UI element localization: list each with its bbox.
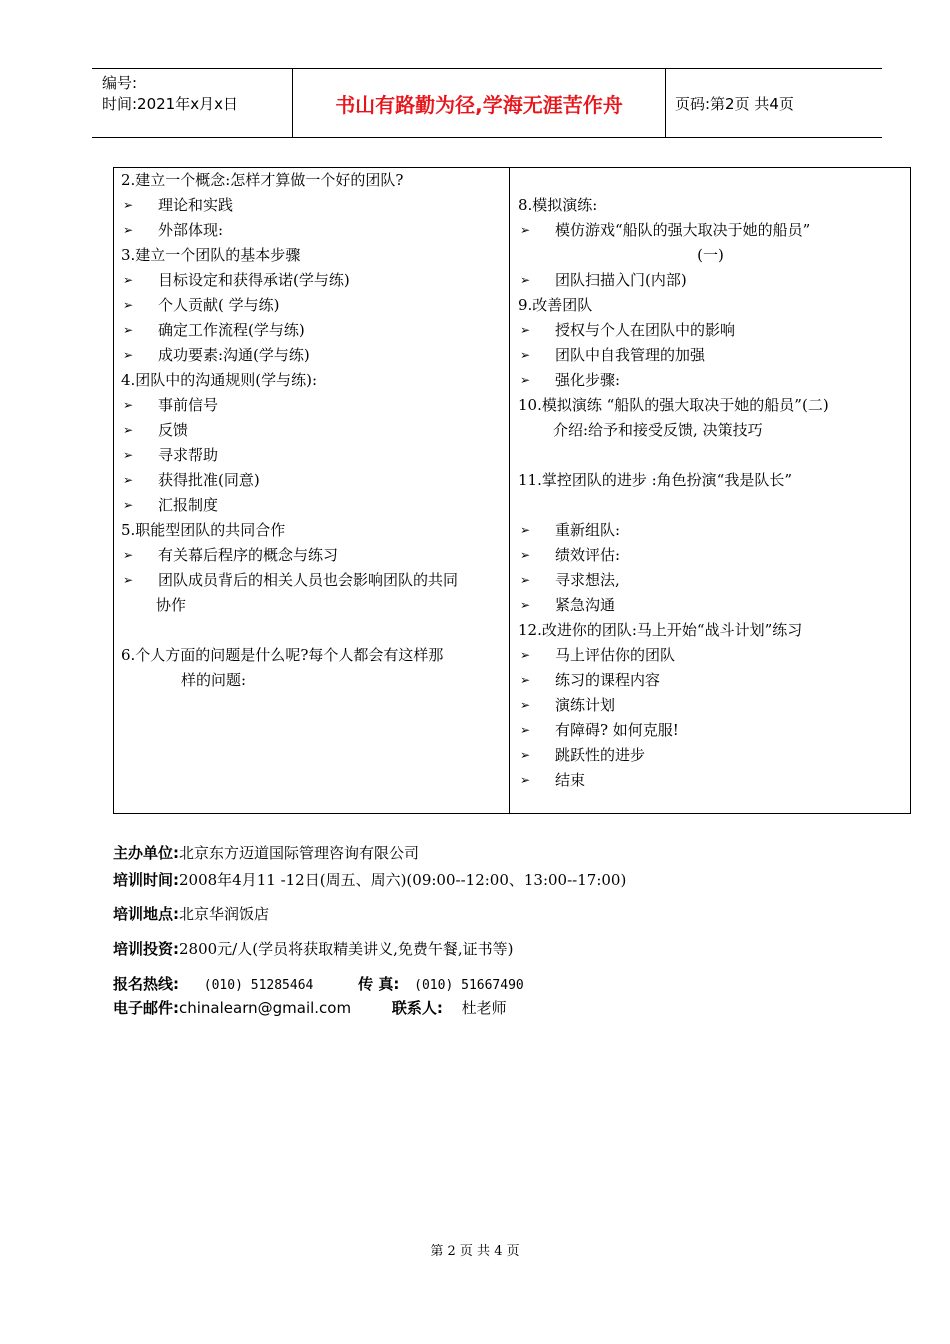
arrow-bullet-icon: ➢ — [123, 448, 134, 462]
outline-bullet-item — [121, 468, 503, 493]
outline-continuation — [121, 593, 503, 618]
outline-bullet-item — [121, 568, 503, 593]
arrow-bullet-icon: ➢ — [520, 273, 531, 287]
section-heading-text: 3.建立一个团队的基本步骤 — [121, 246, 301, 264]
outline-item-text: (一) — [697, 246, 724, 264]
outline-bullet-item — [121, 393, 503, 418]
outline-item-text: 目标设定和获得承诺(学与练) — [158, 271, 350, 289]
outline-item-text: 练习的课程内容 — [555, 671, 661, 689]
email-label: 电子邮件: — [113, 999, 179, 1017]
header-motto: 书山有路勤为径,学海无涯苦作舟 — [335, 92, 623, 117]
arrow-bullet-icon: ➢ — [123, 498, 134, 512]
outline-item-text: 跳跃性的进步 — [555, 746, 646, 764]
outline-item-text: 团队中自我管理的加强 — [555, 346, 706, 364]
outline-bullet-item — [121, 218, 503, 243]
section-heading-text: 5.职能型团队的共同合作 — [121, 521, 286, 539]
outline-bullet-item — [518, 218, 903, 243]
outline-bullet-item — [121, 418, 503, 443]
outline-bullet-item — [518, 268, 903, 293]
time-label: 培训时间: — [113, 871, 179, 889]
place-value: 北京华润饭店 — [179, 905, 270, 923]
outline-item-text: 成功要素:沟通(学与练) — [158, 346, 310, 364]
organizer-value: 北京东方迈道国际管理咨询有限公司 — [179, 844, 420, 862]
outline-item-text: 有关幕后程序的概念与练习 — [158, 546, 339, 564]
outline-section-heading — [121, 243, 503, 268]
hotline-line — [113, 973, 524, 994]
organizer-line — [113, 842, 419, 863]
arrow-bullet-icon: ➢ — [520, 573, 531, 587]
outline-section-heading — [121, 643, 503, 668]
outline-bullet-item — [121, 193, 503, 218]
arrow-bullet-icon: ➢ — [520, 348, 531, 362]
outline-bullet-item — [518, 368, 903, 393]
header-meta — [102, 73, 292, 115]
fee-value: 2800元/人(学员将获取精美讲义,免费午餐,证书等) — [179, 940, 514, 958]
arrow-bullet-icon: ➢ — [520, 748, 531, 762]
section-heading-text: 12.改进你的团队:马上开始“战斗计划”练习 — [518, 621, 803, 639]
fax-label: 传 真: — [358, 975, 400, 993]
fee-line — [113, 938, 513, 959]
outline-item-text: 绩效评估: — [555, 546, 621, 564]
outline-item-text: 马上评估你的团队 — [555, 646, 676, 664]
organizer-label: 主办单位: — [113, 844, 179, 862]
outline-section-heading — [518, 193, 903, 218]
outline-section-heading — [121, 518, 503, 543]
outline-bullet-item — [518, 668, 903, 693]
outline-item-text: 样的问题: — [181, 671, 247, 689]
section-heading-text: 8.模拟演练: — [518, 196, 598, 214]
outline-bullet-item — [121, 318, 503, 343]
outline-bullet-item — [518, 543, 903, 568]
outline-bullet-item — [121, 543, 503, 568]
outline-item-text: 介绍:给予和接受反馈, 决策技巧 — [553, 421, 763, 439]
arrow-bullet-icon: ➢ — [520, 598, 531, 612]
outline-item-text: 紧急沟通 — [555, 596, 616, 614]
outline-continuation — [121, 668, 503, 693]
arrow-bullet-icon: ➢ — [520, 648, 531, 662]
outline-item-text: 汇报制度 — [158, 496, 219, 514]
arrow-bullet-icon: ➢ — [123, 473, 134, 487]
contact-label: 联系人: — [391, 999, 443, 1017]
outline-bullet-item — [518, 593, 903, 618]
outline-bullet-item — [518, 768, 903, 793]
outline-bullet-item — [518, 318, 903, 343]
arrow-bullet-icon: ➢ — [520, 223, 531, 237]
outline-item-text: 强化步骤: — [555, 371, 621, 389]
section-heading-text: 9.改善团队 — [518, 296, 593, 314]
outline-item-text: 重新组队: — [555, 521, 621, 539]
fax-value: (010) 51667490 — [414, 978, 524, 993]
arrow-bullet-icon: ➢ — [123, 423, 134, 437]
place-line — [113, 903, 269, 924]
outline-section-heading — [518, 293, 903, 318]
outline-item-text: 团队扫描入门(内部) — [555, 271, 687, 289]
header-page-info: 页码:第2页 共4页 — [675, 94, 794, 113]
arrow-bullet-icon: ➢ — [123, 323, 134, 337]
outline-item-text: 事前信号 — [158, 396, 219, 414]
page-header — [92, 68, 882, 138]
place-label: 培训地点: — [113, 905, 179, 923]
arrow-bullet-icon: ➢ — [520, 698, 531, 712]
email-link[interactable]: chinalearn@gmail.com — [179, 999, 352, 1017]
page-footer: 第 2 页 共 4 页 — [430, 1244, 520, 1259]
arrow-bullet-icon: ➢ — [123, 273, 134, 287]
number-label: 编号: — [102, 74, 138, 92]
outline-item-text: 寻求帮助 — [158, 446, 219, 464]
column-divider — [509, 168, 510, 813]
outline-item-text: 个人贡献( 学与练) — [158, 296, 280, 314]
outline-item-text: 外部体现: — [158, 221, 224, 239]
outline-item-text: 授权与个人在团队中的影响 — [555, 321, 736, 339]
arrow-bullet-icon: ➢ — [123, 573, 134, 587]
email-line — [113, 997, 507, 1018]
outline-section-heading — [518, 393, 903, 418]
outline-bullet-item — [518, 643, 903, 668]
outline-continuation — [518, 243, 903, 268]
blank-line — [518, 493, 903, 518]
fee-label: 培训投资: — [113, 940, 179, 958]
outline-bullet-item — [121, 293, 503, 318]
hotline-label: 报名热线: — [113, 975, 179, 993]
outline-item-text: 寻求想法, — [555, 571, 620, 589]
arrow-bullet-icon: ➢ — [123, 548, 134, 562]
outline-bullet-item — [518, 343, 903, 368]
section-heading-text: 11.掌控团队的进步 :角色扮演“我是队长” — [518, 471, 793, 489]
outline-bullet-item — [518, 743, 903, 768]
course-outline-table — [113, 167, 911, 814]
outline-item-text: 有障碍? 如何克服! — [555, 721, 679, 739]
outline-section-heading — [121, 168, 503, 193]
outline-item-text: 反馈 — [158, 421, 189, 439]
blank-line — [518, 443, 903, 468]
outline-bullet-item — [518, 693, 903, 718]
arrow-bullet-icon: ➢ — [123, 223, 134, 237]
section-heading-text: 4.团队中的沟通规则(学与练): — [121, 371, 318, 389]
outline-right-column — [518, 193, 903, 793]
outline-item-text: 结束 — [555, 771, 586, 789]
outline-section-heading — [518, 468, 903, 493]
outline-item-text: 协作 — [156, 596, 187, 614]
outline-section-heading — [121, 368, 503, 393]
arrow-bullet-icon: ➢ — [123, 198, 134, 212]
arrow-bullet-icon: ➢ — [520, 773, 531, 787]
time-label: 时间:2021年x月x日 — [102, 95, 238, 113]
arrow-bullet-icon: ➢ — [123, 348, 134, 362]
outline-item-text: 获得批准(同意) — [158, 471, 260, 489]
section-heading-text: 2.建立一个概念:怎样才算做一个好的团队? — [121, 171, 404, 189]
outline-item-text: 团队成员背后的相关人员也会影响团队的共同 — [158, 571, 459, 589]
header-divider — [665, 69, 666, 137]
arrow-bullet-icon: ➢ — [123, 298, 134, 312]
arrow-bullet-icon: ➢ — [520, 323, 531, 337]
outline-bullet-item — [121, 493, 503, 518]
outline-left-column — [121, 168, 503, 693]
arrow-bullet-icon: ➢ — [520, 673, 531, 687]
time-value: 2008年4月11 -12日(周五、周六)(09:00--12:00、13:00--17:00) — [179, 871, 627, 889]
arrow-bullet-icon: ➢ — [520, 373, 531, 387]
outline-item-text: 理论和实践 — [158, 196, 234, 214]
arrow-bullet-icon: ➢ — [123, 398, 134, 412]
arrow-bullet-icon: ➢ — [520, 548, 531, 562]
section-heading-text: 6.个人方面的问题是什么呢?每个人都会有这样那 — [121, 646, 444, 664]
outline-bullet-item — [121, 443, 503, 468]
outline-bullet-item — [121, 268, 503, 293]
time-line — [113, 869, 626, 890]
outline-item-text: 演练计划 — [555, 696, 616, 714]
hotline-value: (010) 51285464 — [203, 978, 314, 993]
outline-bullet-item — [518, 518, 903, 543]
contact-value: 杜老师 — [461, 999, 507, 1017]
outline-bullet-item — [518, 568, 903, 593]
blank-line — [121, 618, 503, 643]
section-heading-text: 10.模拟演练 “船队的强大取决于她的船员”(二) — [518, 396, 829, 414]
outline-bullet-item — [121, 343, 503, 368]
arrow-bullet-icon: ➢ — [520, 523, 531, 537]
outline-item-text: 模仿游戏“船队的强大取决于她的船员” — [555, 221, 811, 239]
outline-item-text: 确定工作流程(学与练) — [158, 321, 305, 339]
outline-section-heading — [518, 618, 903, 643]
outline-bullet-item — [518, 718, 903, 743]
arrow-bullet-icon: ➢ — [520, 723, 531, 737]
outline-continuation — [518, 418, 903, 443]
